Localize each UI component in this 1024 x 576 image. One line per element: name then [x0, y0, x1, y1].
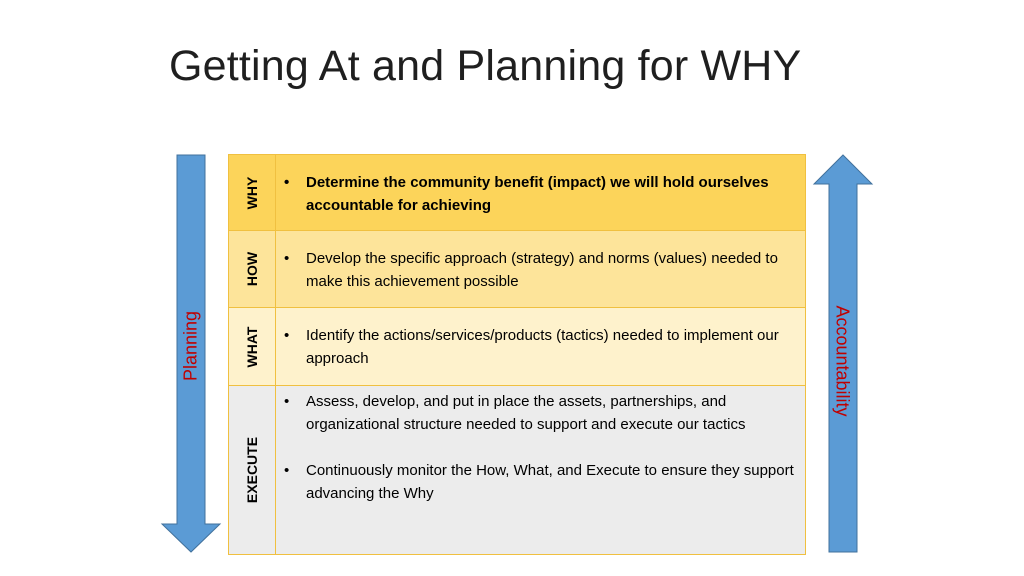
bullet-how-1: • Develop the specific approach (strategy) and norms (values) needed to make this achievement possible — [306, 247, 795, 293]
row-label-execute: EXECUTE — [229, 386, 276, 554]
bullet-what-1: • Identify the actions/services/products (tactics) needed to implement our approach — [306, 324, 795, 370]
why-how-what-execute-table — [228, 154, 806, 555]
row-content-why — [276, 155, 805, 230]
bullet-why-1: • Determine the community benefit (impact) we will hold ourselves accountable for achieving — [306, 171, 795, 217]
row-why — [229, 155, 805, 231]
accountability-label: Accountability — [832, 305, 853, 417]
slide-title: Getting At and Planning for WHY — [169, 42, 802, 90]
row-what — [229, 308, 805, 386]
row-execute — [229, 386, 805, 554]
bullet-execute-1: • Assess, develop, and put in place the assets, partnerships, and organizational structure needed to support and execute our tactics — [306, 390, 795, 436]
row-content-execute — [276, 386, 805, 554]
row-how — [229, 231, 805, 308]
row-label-why: WHY — [229, 155, 276, 230]
row-label-how: HOW — [229, 231, 276, 307]
row-content-what — [276, 308, 805, 385]
bullet-execute-2: • Continuously monitor the How, What, and Execute to ensure they support advancing the Why — [306, 459, 795, 505]
row-content-how — [276, 231, 805, 307]
planning-label: Planning — [180, 310, 201, 382]
row-label-what: WHAT — [229, 308, 276, 385]
